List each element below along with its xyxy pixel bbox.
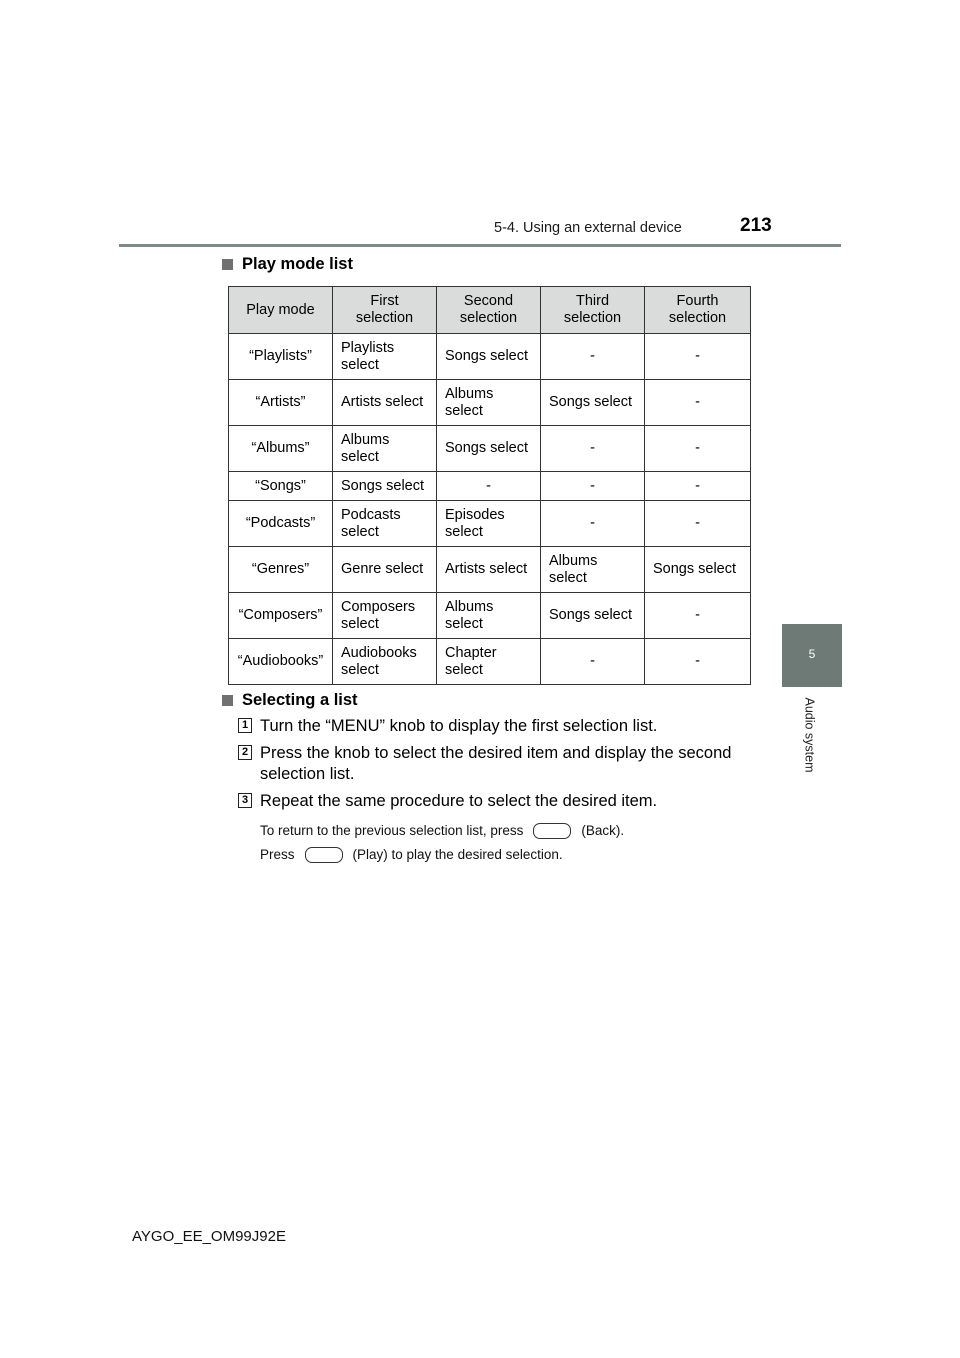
selection-cell: - [645,501,751,547]
column-header: Fourth selection [645,287,751,334]
chapter-tab-divider [782,684,842,687]
selection-cell: Songs select [437,334,541,380]
selection-cell: - [541,426,645,472]
selection-cell: - [645,426,751,472]
table-row [229,593,751,639]
table-row [229,639,751,685]
table-row [229,334,751,380]
step-item [238,716,758,737]
column-header: First selection [333,287,437,334]
note-text: (Play) to play the desired selection. [352,846,563,862]
header-divider [119,244,841,247]
play-mode-cell: “Playlists” [229,334,333,380]
selection-cell: Playlists select [333,334,437,380]
play-mode-cell: “Audiobooks” [229,639,333,685]
chapter-tab [782,624,842,684]
play-mode-cell: “Artists” [229,380,333,426]
selection-cell: - [541,501,645,547]
note-text: (Back). [581,822,625,838]
note-text: To return to the previous selection list, press [260,822,524,838]
play-button-icon [305,847,343,863]
square-bullet-icon [222,695,233,706]
selection-cell: Songs select [541,380,645,426]
selection-cell: Albums select [333,426,437,472]
selection-cell: Artists select [437,547,541,593]
back-button-icon [533,823,571,839]
selection-cell: Episodes select [437,501,541,547]
table-header-row [229,287,751,334]
table-row [229,547,751,593]
selecting-heading [222,691,358,710]
selection-cell: - [645,472,751,501]
step-item [238,743,758,785]
selection-cell: - [645,334,751,380]
step-number: 3 [238,793,252,808]
selection-cell: Songs select [333,472,437,501]
chapter-label [770,690,850,780]
chapter-label-text: Audio system [803,697,817,773]
table-row [229,426,751,472]
step-text: Turn the “MENU” knob to display the first selection list. [260,717,658,735]
selection-cell: Albums select [437,380,541,426]
selection-cell: Audiobooks select [333,639,437,685]
play-mode-cell: “Genres” [229,547,333,593]
column-header: Second selection [437,287,541,334]
document-code: AYGO_EE_OM99J92E [132,1228,286,1245]
selection-cell: Albums select [437,593,541,639]
table-row [229,380,751,426]
column-header: Third selection [541,287,645,334]
page-number: 213 [740,215,772,236]
step-number: 1 [238,718,252,733]
square-bullet-icon [222,259,233,270]
table-row [229,501,751,547]
play-note [260,846,563,862]
section-header: 5-4. Using an external device [494,220,682,236]
selection-cell: Artists select [333,380,437,426]
play-mode-cell: “Songs” [229,472,333,501]
selection-cell: Albums select [541,547,645,593]
play-mode-table [228,286,751,685]
selection-cell: - [645,639,751,685]
selection-cell: - [541,334,645,380]
table-row [229,472,751,501]
step-item [238,791,758,812]
selection-cell: - [541,472,645,501]
selecting-title: Selecting a list [242,691,358,709]
selection-cell: Genre select [333,547,437,593]
play-mode-cell: “Podcasts” [229,501,333,547]
selection-cell: Podcasts select [333,501,437,547]
selection-cell: - [645,380,751,426]
play-mode-cell: “Composers” [229,593,333,639]
note-text: Press [260,846,295,862]
chapter-number: 5 [808,647,816,661]
selection-cell: Songs select [541,593,645,639]
selection-cell: Composers select [333,593,437,639]
selection-cell: - [645,593,751,639]
selection-cell: - [541,639,645,685]
selection-cell: Chapter select [437,639,541,685]
play-mode-cell: “Albums” [229,426,333,472]
selection-cell: Songs select [645,547,751,593]
step-text: Press the knob to select the desired item and display the second selection list. [260,744,732,783]
step-text: Repeat the same procedure to select the desired item. [260,792,658,810]
step-number: 2 [238,745,252,760]
column-header: Play mode [229,287,333,334]
back-note [260,822,624,838]
play-mode-heading [222,255,353,274]
selection-cell: Songs select [437,426,541,472]
play-mode-title: Play mode list [242,255,353,273]
selection-cell: - [437,472,541,501]
